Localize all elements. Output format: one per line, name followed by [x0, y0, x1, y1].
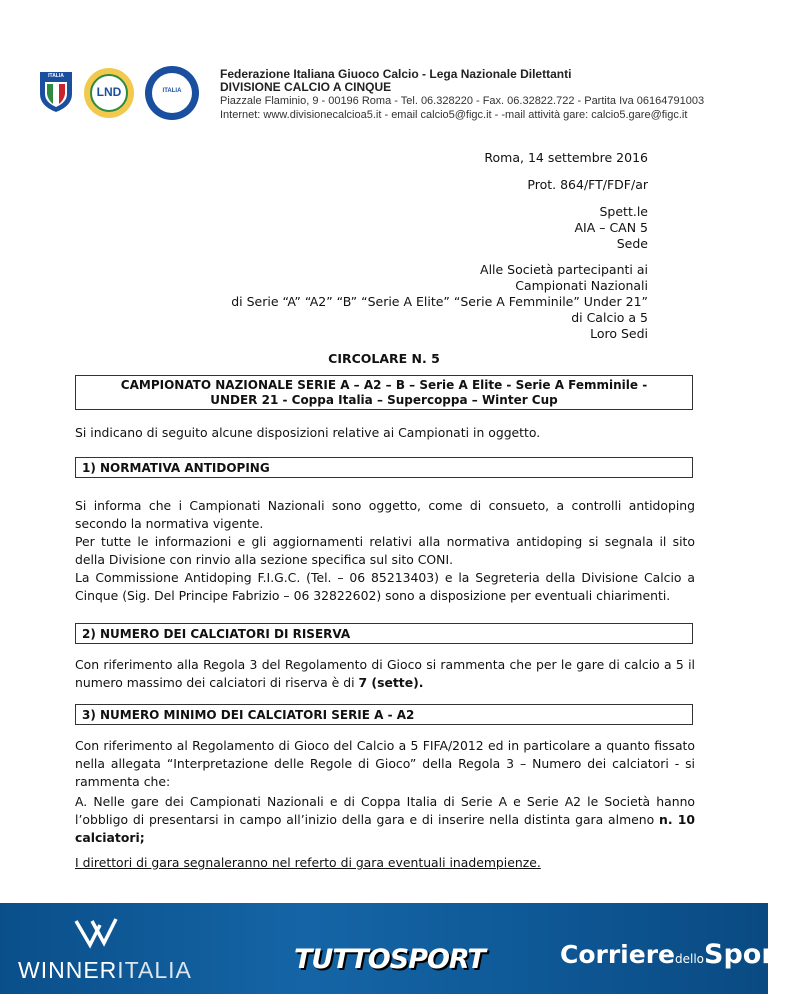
- recipient-line: Sede: [616, 236, 648, 251]
- intro-text: Si indicano di seguito alcune disposizioni relative ai Campionati in oggetto.: [75, 425, 541, 440]
- section-title-box: [75, 623, 693, 644]
- tuttosport-logo: TUTTOSPORT: [294, 944, 485, 975]
- section-title-box: [75, 457, 693, 478]
- protocol-number: Prot. 864/FT/FDF/ar: [527, 177, 648, 192]
- sponsor-footer: [0, 903, 788, 994]
- section-body: Con riferimento al Regolamento di Gioco del Calcio a 5 FIFA/2012 ed in particolare a quanto fissato nella allegata “Interpretazione delle Regole di Gioco” della Regola 3 – Numero dei calciatori - si rammenta che:: [75, 738, 695, 789]
- logo-lnd-text: LND: [96, 85, 122, 99]
- recipient-line: Loro Sedi: [590, 326, 648, 341]
- corriere-text: Corriere: [560, 940, 675, 969]
- section-title: 3) NUMERO MINIMO DEI CALCIATORI SERIE A - A2: [82, 708, 415, 722]
- sport-text: Sport: [704, 939, 788, 970]
- header-line-2: DIVISIONE CALCIO A CINQUE: [220, 80, 392, 94]
- section-title-box: [75, 704, 693, 725]
- subject-line: CAMPIONATO NAZIONALE SERIE A – A2 – B – Serie A Elite - Serie A Femminile -: [120, 378, 648, 392]
- section-body: [75, 656, 695, 692]
- lnd-logo: [84, 68, 134, 118]
- paragraph: Con riferimento alla Regola 3 del Regolamento di Gioco si rammenta che per le gare di calcio a 5 il numero massimo dei calciatori di riserva è di: [75, 657, 695, 690]
- subject-box: [75, 375, 693, 410]
- winner-text: WINNER: [18, 957, 118, 983]
- corriere-logo: [560, 939, 788, 970]
- date-line: Roma, 14 settembre 2016: [484, 150, 648, 165]
- paragraph: La Commissione Antidoping F.I.G.C. (Tel. – 06 85213403) e la Segreteria della Divisione Calcio a Cinque (Sig. Del Principe Fabrizio – 06 32822602) sono a disposizione per eventuali chiarimenti.: [75, 570, 695, 603]
- bold-value: n. 10 calciatori;: [75, 812, 695, 845]
- section-title: 2) NUMERO DEI CALCIATORI DI RISERVA: [82, 627, 351, 641]
- recipient-line: di Calcio a 5: [571, 310, 648, 325]
- header-line-3: Piazzale Flaminio, 9 - 00196 Roma - Tel. 06.328220 - Fax. 06.32822.722 - Partita Iva 06164791003: [220, 95, 705, 107]
- winner-mark-icon: [70, 915, 122, 949]
- circolare-title: CIRCOLARE N. 5: [328, 351, 440, 366]
- recipient-line: di Serie “A” “A2” “B” “Serie A Elite” “Serie A Femminile” Under 21”: [231, 294, 648, 309]
- recipient-line: Alle Società partecipanti ai: [480, 262, 648, 277]
- italia-text: ITALIA: [117, 957, 192, 983]
- section-title: 1) NORMATIVA ANTIDOPING: [82, 461, 270, 475]
- winner-italia-logo: [18, 913, 198, 983]
- header-line-1: Federazione Italiana Giuoco Calcio - Lega Nazionale Dilettanti: [220, 67, 572, 81]
- calcio5-logo: [145, 66, 199, 120]
- paragraph: Si informa che i Campionati Nazionali sono oggetto, come di consueto, a controlli antidoping secondo la normativa vigente.: [75, 498, 695, 531]
- paragraph: Per tutte le informazioni e gli aggiornamenti relativi alla normativa antidoping si segnala il sito della Divisione con rinvio alla sezione specifica sul sito CONI.: [75, 534, 695, 567]
- recipient-line: Campionati Nazionali: [515, 278, 648, 293]
- referee-note: I direttori di gara segnaleranno nel referto di gara eventuali inadempienze.: [75, 855, 541, 870]
- header-line-4: Internet: www.divisionecalcioa5.it - email calcio5@figc.it - -mail attività gare: calcio5.gare@figc.it: [220, 109, 688, 121]
- logo-italia-text: ITALIA: [48, 73, 64, 79]
- logo-c5-text: ITALIA: [162, 88, 182, 94]
- point-a: [75, 793, 695, 847]
- recipient-line: AIA – CAN 5: [574, 220, 648, 235]
- section-body: [75, 497, 695, 605]
- subject-line: UNDER 21 - Coppa Italia – Supercoppa – Winter Cup: [210, 393, 558, 407]
- figc-logo: [36, 68, 76, 114]
- dello-text: dello: [675, 952, 705, 966]
- recipient-line: Spett.le: [599, 204, 648, 219]
- bold-value: 7 (sette).: [358, 675, 424, 690]
- paragraph: A. Nelle gare dei Campionati Nazionali e di Coppa Italia di Serie A e Serie A2 le Società hanno l’obbligo di presentarsi in campo all’inizio della gara e di inserire nella distinta gara almeno: [75, 794, 695, 827]
